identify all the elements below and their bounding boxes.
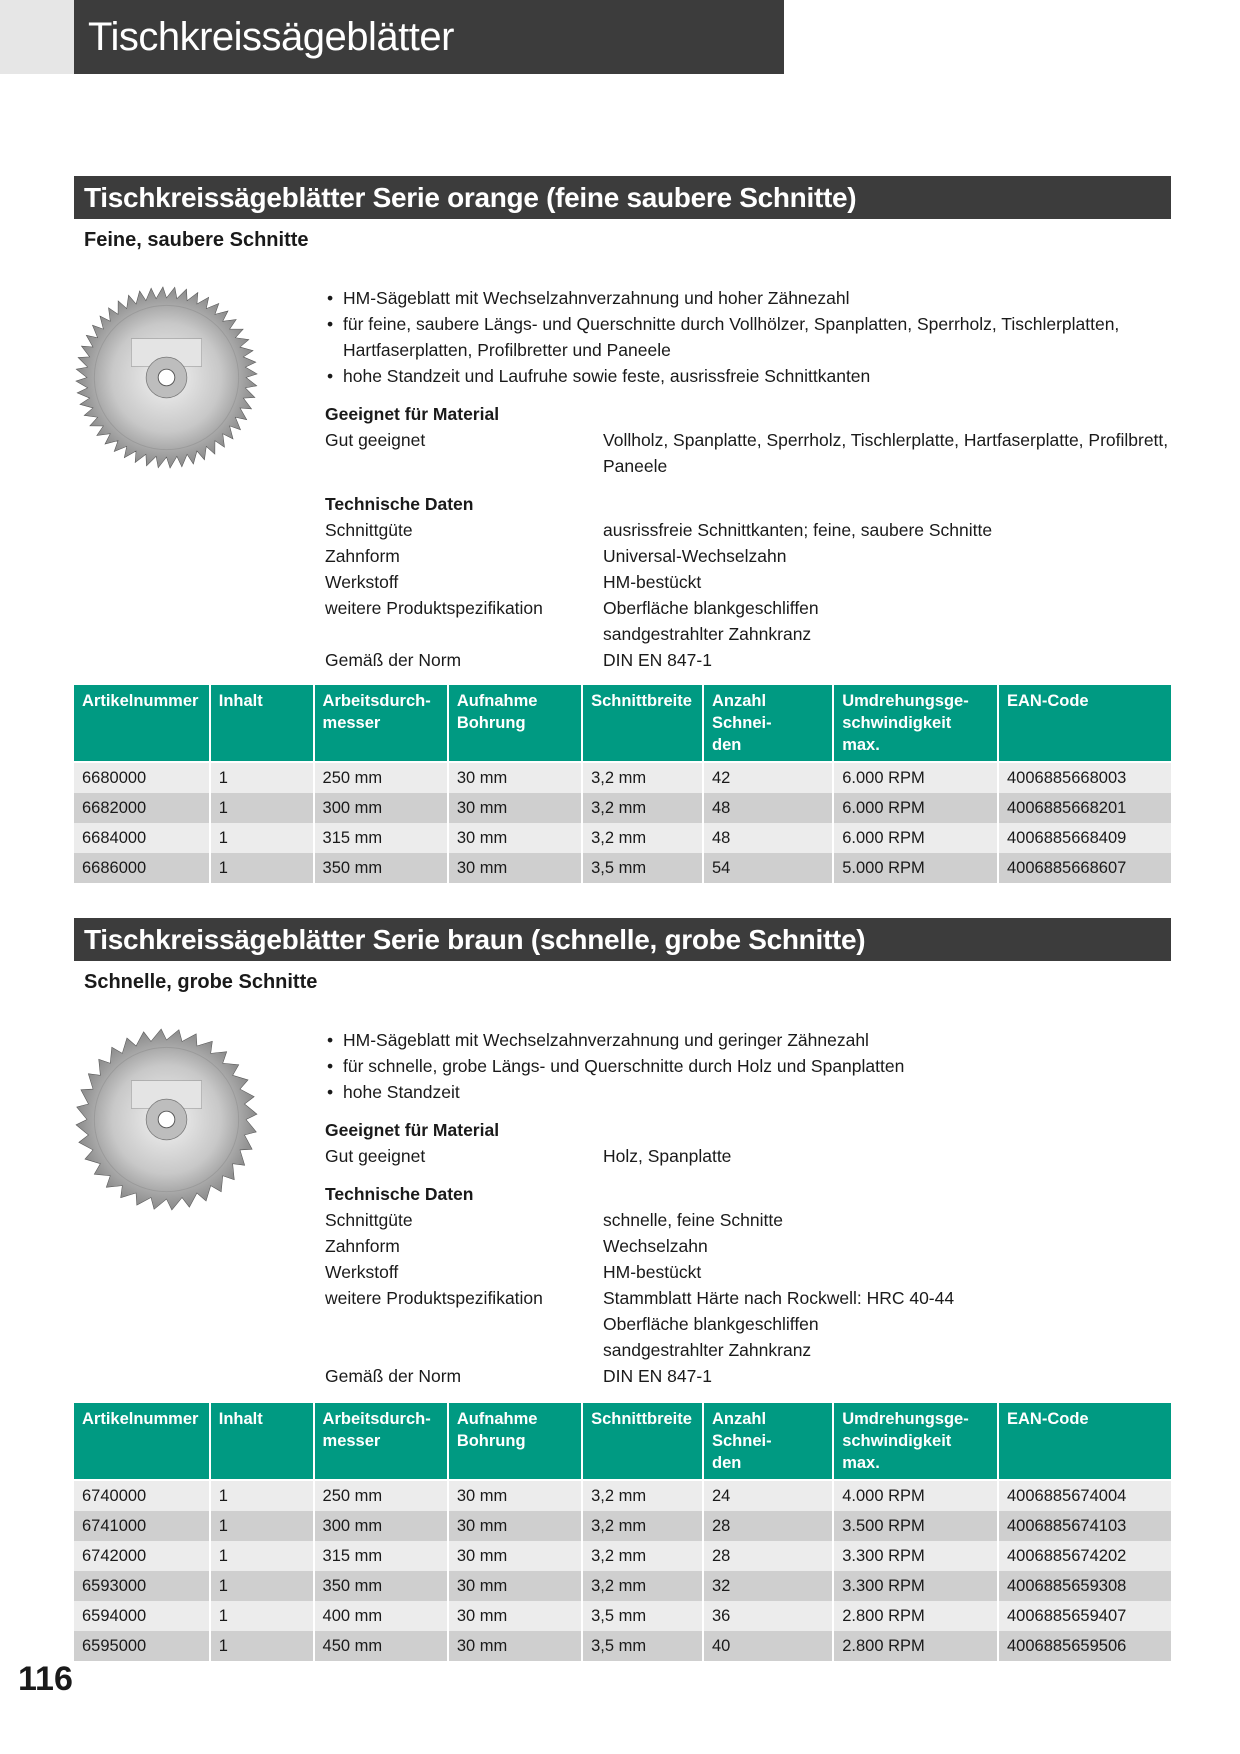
table-cell: 6740000 (74, 1480, 210, 1511)
table-cell: 6593000 (74, 1571, 210, 1601)
tech-value: Wechselzahn (603, 1236, 708, 1256)
table-cell: 3,2 mm (582, 1480, 703, 1511)
norm-row (325, 647, 1171, 673)
table-cell: 30 mm (448, 1601, 582, 1631)
column-header-text: messer (322, 714, 381, 732)
material-label: Gut geeignet (325, 430, 426, 450)
column-header (833, 685, 998, 762)
tech-row (325, 1259, 1171, 1285)
table-cell: 4006885659308 (998, 1571, 1171, 1601)
table-cell: 2.800 RPM (833, 1601, 998, 1631)
material-label: Gut geeignet (325, 1146, 426, 1166)
table-cell: 1 (210, 1601, 314, 1631)
table-cell: 6741000 (74, 1511, 210, 1541)
table-row (74, 793, 1171, 823)
section-subtitle: Feine, saubere Schnitte (84, 229, 309, 251)
column-header (74, 685, 210, 762)
column-header-text: Schnittbreite (591, 692, 692, 710)
column-header (998, 685, 1171, 762)
table-cell: 315 mm (314, 1541, 448, 1571)
table-row (74, 1631, 1171, 1661)
table-cell: 30 mm (448, 762, 582, 793)
table-cell: 3,2 mm (582, 1511, 703, 1541)
table-cell: 30 mm (448, 1571, 582, 1601)
tech-value: Stammblatt Härte nach Rockwell: HRC 40-44 Oberfläche blankgeschliffen sandgestrahlter Zahnkranz (603, 1288, 955, 1360)
column-header (582, 1403, 703, 1480)
column-header (833, 1403, 998, 1480)
tech-heading: Technische Daten (325, 494, 474, 514)
column-header-text: Anzahl Schnei- (712, 692, 772, 732)
tech-label: weitere Produktspezifikation (325, 598, 543, 618)
table-row (74, 762, 1171, 793)
table-cell: 48 (703, 793, 833, 823)
column-header-text: Inhalt (218, 692, 263, 710)
column-header-text: Aufnahme (456, 692, 538, 710)
page-number: 116 (18, 1660, 73, 1698)
table-cell: 4006885659506 (998, 1631, 1171, 1661)
table-header-row (74, 1403, 1171, 1480)
table-cell: 1 (210, 853, 314, 883)
column-header (448, 1403, 582, 1480)
table-cell: 350 mm (314, 1571, 448, 1601)
table-cell: 24 (703, 1480, 833, 1511)
feature-list (325, 285, 1171, 389)
column-header (74, 1403, 210, 1480)
table-cell: 315 mm (314, 823, 448, 853)
column-header-text: Artikelnummer (82, 692, 199, 710)
feature-item: • für schnelle, grobe Längs- und Querschnitte durch Holz und Spanplatten (325, 1053, 1171, 1079)
norm-label: Gemäß der Norm (325, 650, 462, 670)
table-row (74, 1571, 1171, 1601)
table-cell: 30 mm (448, 1511, 582, 1541)
feature-item: • für feine, saubere Längs- und Querschnitte durch Vollhölzer, Spanplatten, Sperrholz, Tischlerplatten, Hartfaserplatten, Profilbretter und Paneele (325, 311, 1171, 363)
table-cell: 1 (210, 1480, 314, 1511)
table-cell: 3,5 mm (582, 853, 703, 883)
table-cell: 6594000 (74, 1601, 210, 1631)
feature-item: • HM-Sägeblatt mit Wechselzahnverzahnung und hoher Zähnezahl (325, 285, 1171, 311)
column-header-text: schwindigkeit max. (842, 714, 952, 754)
table-row (74, 1480, 1171, 1511)
table-cell: 1 (210, 762, 314, 793)
norm-value: DIN EN 847-1 (603, 1366, 712, 1386)
table-row (74, 1541, 1171, 1571)
table-cell: 250 mm (314, 762, 448, 793)
saw-blade-icon (74, 285, 259, 470)
table-cell: 1 (210, 823, 314, 853)
corner-tab (0, 0, 74, 74)
column-header-text: Artikelnummer (82, 1410, 199, 1428)
table-cell: 3,2 mm (582, 823, 703, 853)
section-subtitle: Schnelle, grobe Schnitte (84, 971, 318, 993)
table-cell: 30 mm (448, 1631, 582, 1661)
column-header-text: EAN-Code (1007, 692, 1089, 710)
column-header (210, 1403, 314, 1480)
feature-list (325, 1027, 1171, 1105)
column-header-text: den (712, 736, 742, 754)
table-cell: 3.500 RPM (833, 1511, 998, 1541)
table-cell: 350 mm (314, 853, 448, 883)
table-cell: 4006885674004 (998, 1480, 1171, 1511)
table-cell: 6742000 (74, 1541, 210, 1571)
table-row (74, 853, 1171, 883)
table-cell: 3,5 mm (582, 1601, 703, 1631)
material-heading: Geeignet für Material (325, 404, 500, 424)
table-cell: 6.000 RPM (833, 793, 998, 823)
table-cell: 28 (703, 1511, 833, 1541)
norm-row (325, 1363, 1171, 1389)
material-row (325, 1143, 1171, 1169)
tech-value: ausrissfreie Schnittkanten; feine, saubere Schnitte (603, 520, 993, 540)
table-cell: 6684000 (74, 823, 210, 853)
table-cell: 400 mm (314, 1601, 448, 1631)
section-title: Tischkreissägeblätter Serie orange (feine saubere Schnitte) (74, 176, 1171, 219)
tech-value: schnelle, feine Schnitte (603, 1210, 783, 1230)
tech-row (325, 543, 1171, 569)
table-cell: 3,2 mm (582, 1571, 703, 1601)
table-cell: 4006885674202 (998, 1541, 1171, 1571)
table-cell: 6682000 (74, 793, 210, 823)
table-cell: 4006885668607 (998, 853, 1171, 883)
column-header (314, 1403, 448, 1480)
page-title: Tischkreissägeblätter (74, 0, 784, 74)
material-heading: Geeignet für Material (325, 1120, 500, 1140)
table-cell: 4006885668003 (998, 762, 1171, 793)
tech-label: Zahnform (325, 1236, 400, 1256)
tech-value: HM-bestückt (603, 572, 702, 592)
column-header-text: Aufnahme (456, 1410, 538, 1428)
table-cell: 3,2 mm (582, 1541, 703, 1571)
column-header (703, 1403, 833, 1480)
norm-value: DIN EN 847-1 (603, 650, 712, 670)
product-details (325, 1027, 1171, 1389)
product-table (74, 1403, 1171, 1661)
table-cell: 36 (703, 1601, 833, 1631)
table-cell: 4006885668201 (998, 793, 1171, 823)
column-header-text: messer (322, 1432, 381, 1450)
table-cell: 32 (703, 1571, 833, 1601)
table-cell: 250 mm (314, 1480, 448, 1511)
column-header (998, 1403, 1171, 1480)
table-cell: 1 (210, 1541, 314, 1571)
section-braun (74, 918, 1171, 1655)
table-row (74, 1511, 1171, 1541)
table-cell: 48 (703, 823, 833, 853)
column-header-text: Umdrehungsge- (842, 1410, 969, 1428)
table-cell: 300 mm (314, 1511, 448, 1541)
tech-row (325, 1207, 1171, 1233)
tech-label: weitere Produktspezifikation (325, 1288, 543, 1308)
table-cell: 4006885668409 (998, 823, 1171, 853)
table-cell: 28 (703, 1541, 833, 1571)
table-cell: 6595000 (74, 1631, 210, 1661)
section-title: Tischkreissägeblätter Serie braun (schnelle, grobe Schnitte) (74, 918, 1171, 961)
column-header-text: Bohrung (456, 1432, 526, 1450)
column-header-text: Bohrung (456, 714, 526, 732)
tech-row (325, 517, 1171, 543)
column-header-text: Anzahl Schnei- (712, 1410, 772, 1450)
column-header-text: schwindigkeit max. (842, 1432, 952, 1472)
product-details (325, 285, 1171, 673)
table-cell: 4.000 RPM (833, 1480, 998, 1511)
table-cell: 300 mm (314, 793, 448, 823)
table-cell: 6.000 RPM (833, 823, 998, 853)
table-cell: 2.800 RPM (833, 1631, 998, 1661)
feature-item: • HM-Sägeblatt mit Wechselzahnverzahnung und geringer Zähnezahl (325, 1027, 1171, 1053)
tech-label: Werkstoff (325, 572, 399, 592)
table-cell: 30 mm (448, 853, 582, 883)
table-cell: 3,2 mm (582, 762, 703, 793)
table-cell: 6686000 (74, 853, 210, 883)
product-table (74, 685, 1171, 883)
feature-item: • hohe Standzeit und Laufruhe sowie feste, ausrissfreie Schnittkanten (325, 363, 1171, 389)
column-header-text: Inhalt (218, 1410, 263, 1428)
table-row (74, 1601, 1171, 1631)
table-cell: 3,5 mm (582, 1631, 703, 1661)
column-header-text: Arbeitsdurch- (322, 1410, 431, 1428)
table-cell: 4006885674103 (998, 1511, 1171, 1541)
table-cell: 3,2 mm (582, 793, 703, 823)
norm-label: Gemäß der Norm (325, 1366, 462, 1386)
tech-value: HM-bestückt (603, 1262, 702, 1282)
table-cell: 6680000 (74, 762, 210, 793)
tech-label: Zahnform (325, 546, 400, 566)
material-value: Holz, Spanplatte (603, 1146, 732, 1166)
table-cell: 1 (210, 793, 314, 823)
column-header (582, 685, 703, 762)
table-cell: 1 (210, 1631, 314, 1661)
column-header (703, 685, 833, 762)
tech-row (325, 1233, 1171, 1259)
table-cell: 54 (703, 853, 833, 883)
tech-row (325, 569, 1171, 595)
column-header-text: den (712, 1454, 742, 1472)
table-cell: 6.000 RPM (833, 762, 998, 793)
table-cell: 30 mm (448, 1541, 582, 1571)
table-cell: 3.300 RPM (833, 1541, 998, 1571)
column-header-text: Arbeitsdurch- (322, 692, 431, 710)
tech-label: Schnittgüte (325, 520, 413, 540)
feature-item: • hohe Standzeit (325, 1079, 1171, 1105)
table-cell: 1 (210, 1511, 314, 1541)
column-header-text: Umdrehungsge- (842, 692, 969, 710)
column-header (314, 685, 448, 762)
table-row (74, 823, 1171, 853)
table-cell: 4006885659407 (998, 1601, 1171, 1631)
table-cell: 30 mm (448, 1480, 582, 1511)
tech-label: Werkstoff (325, 1262, 399, 1282)
section-orange (74, 176, 1171, 877)
tech-label: Schnittgüte (325, 1210, 413, 1230)
tech-row (325, 595, 1171, 647)
tech-value: Universal-Wechselzahn (603, 546, 787, 566)
saw-blade-image (74, 285, 259, 470)
table-cell: 42 (703, 762, 833, 793)
table-cell: 30 mm (448, 793, 582, 823)
table-header-row (74, 685, 1171, 762)
saw-blade-icon (74, 1027, 259, 1212)
table-cell: 3.300 RPM (833, 1571, 998, 1601)
table-cell: 450 mm (314, 1631, 448, 1661)
column-header (210, 685, 314, 762)
table-cell: 40 (703, 1631, 833, 1661)
tech-heading: Technische Daten (325, 1184, 474, 1204)
tech-value: Oberfläche blankgeschliffen sandgestrahlter Zahnkranz (603, 598, 819, 644)
tech-row (325, 1285, 1171, 1363)
material-row (325, 427, 1171, 479)
table-cell: 30 mm (448, 823, 582, 853)
table-cell: 5.000 RPM (833, 853, 998, 883)
saw-blade-image (74, 1027, 259, 1212)
column-header-text: Schnittbreite (591, 1410, 692, 1428)
column-header (448, 685, 582, 762)
table-cell: 1 (210, 1571, 314, 1601)
column-header-text: EAN-Code (1007, 1410, 1089, 1428)
material-value: Vollholz, Spanplatte, Sperrholz, Tischlerplatte, Hartfaserplatte, Profilbrett, Paneele (603, 430, 1169, 476)
